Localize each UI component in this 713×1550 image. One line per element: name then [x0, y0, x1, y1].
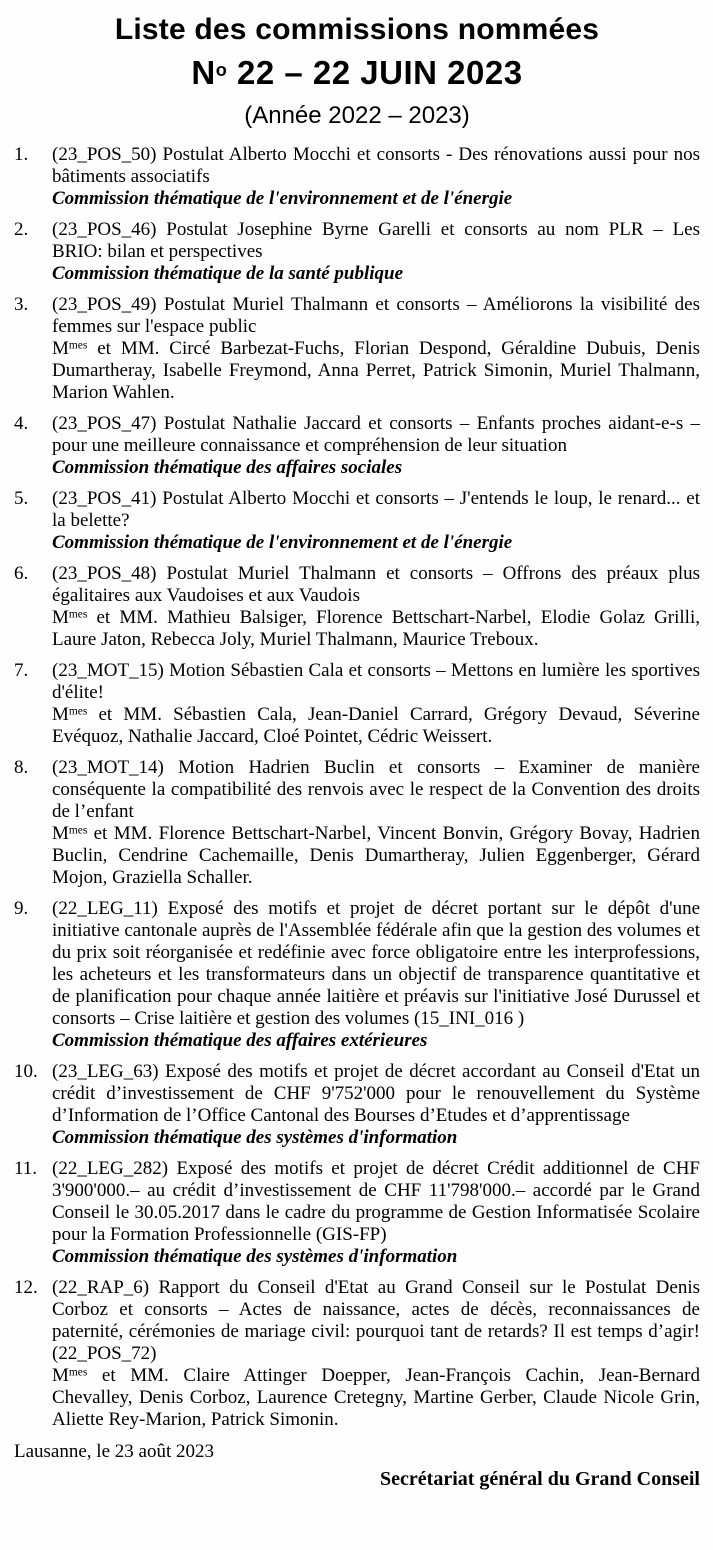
number-superscript: o — [215, 59, 228, 80]
members-prefix: M — [52, 1365, 69, 1386]
list-item — [14, 294, 700, 404]
members-prefix: M — [52, 338, 69, 359]
item-number: 8. — [14, 757, 29, 778]
item-number: 1. — [14, 144, 29, 165]
list-item — [14, 488, 700, 554]
item-number: 3. — [14, 294, 29, 315]
item-number: 5. — [14, 488, 29, 509]
number-prefix: N — [191, 54, 216, 91]
members-line — [52, 1365, 700, 1431]
members-line — [52, 704, 700, 748]
members-text: et MM. Mathieu Balsiger, Florence Bettschart-Narbel, Elodie Golaz Grilli, Laure Jaton, Rebecca Joly, Muriel Thalmann, Maurice Treboux. — [52, 607, 700, 650]
members-prefix: M — [52, 704, 69, 725]
list-item — [14, 757, 700, 889]
document-year-range: (Année 2022 – 2023) — [244, 102, 470, 129]
item-title: (23_POS_47) Postulat Nathalie Jaccard et consorts – Enfants proches aidant-e-s – pour une meilleure connaissance et compréhension de leur situation — [52, 413, 700, 456]
list-item — [14, 1277, 700, 1431]
number-text: 22 – 22 JUIN 2023 — [227, 54, 523, 91]
commission-name: Commission thématique de l'environnement et de l'énergie — [52, 188, 513, 209]
item-title: (23_LEG_63) Exposé des motifs et projet de décret accordant au Conseil d'Etat un crédit d’investissement de CHF 9'752'000 pour le renouvellement du Système d’Information de l’Office Cantonal des Bourses d’Etudes et d’apprentissage — [52, 1061, 700, 1126]
members-superscript: mes — [68, 824, 88, 837]
commission-name: Commission thématique de l'environnement et de l'énergie — [52, 532, 513, 553]
members-line — [52, 607, 700, 651]
item-number: 10. — [14, 1061, 38, 1082]
item-number: 11. — [14, 1158, 38, 1179]
item-title: (22_LEG_282) Exposé des motifs et projet de décret Crédit additionnel de CHF 3'900'000.– au crédit d’investissement de CHF 11'798'000.– accordé par le Grand Conseil le 30.05.2017 dans le cadre du programme de Gestion Informatisée Scolaire pour la Formation Professionnelle (GIS-FP) — [52, 1158, 700, 1245]
members-superscript: mes — [68, 608, 88, 621]
list-item — [14, 1061, 700, 1149]
commission-name: Commission thématique des systèmes d'information — [52, 1127, 458, 1148]
item-title: (22_LEG_11) Exposé des motifs et projet de décret portant sur le dépôt d'une initiative cantonale auprès de l'Assemblée fédérale afin que la gestion des volumes et du prix soit réorganisée et redéfinie avec force obligatoire entre les interprofessions, les acheteurs et les transformateurs dans un objectif de transparence quantitative et de planification pour chaque année laitière et préavis sur l'initiative José Durussel et consorts – Crise laitière et gestion des volumes (15_INI_016 ) — [52, 898, 700, 1029]
item-number: 9. — [14, 898, 29, 919]
commission-name: Commission thématique des affaires extérieures — [52, 1030, 428, 1051]
list-item — [14, 898, 700, 1052]
list-item — [14, 144, 700, 210]
list-item — [14, 660, 700, 748]
members-text: et MM. Sébastien Cala, Jean-Daniel Carrard, Grégory Devaud, Séverine Evéquoz, Nathalie Jaccard, Cloé Pointet, Cédric Weissert. — [52, 704, 700, 747]
document-number — [14, 53, 700, 93]
footer-signature: Secrétariat général du Grand Conseil — [380, 1468, 700, 1490]
commission-name: Commission thématique des systèmes d'information — [52, 1246, 458, 1267]
members-text: et MM. Florence Bettschart-Narbel, Vincent Bonvin, Grégory Bovay, Hadrien Buclin, Cendrine Cachemaille, Denis Dumartheray, Julien Eggenberger, Gérard Mojon, Graziella Schaller. — [52, 823, 700, 888]
commission-name: Commission thématique des affaires sociales — [52, 457, 403, 478]
members-text: et MM. Claire Attinger Doepper, Jean-François Cachin, Jean-Bernard Chevalley, Denis Corboz, Laurence Cretegny, Martine Gerber, Claude Nicole Grin, Aliette Rey-Marion, Patrick Simonin. — [52, 1365, 700, 1430]
document-header — [14, 12, 700, 130]
item-number: 2. — [14, 219, 29, 240]
document-title: Liste des commissions nommées — [114, 13, 600, 46]
item-title: (23_MOT_15) Motion Sébastien Cala et consorts – Mettons en lumière les sportives d'élite! — [52, 660, 700, 703]
footer-place-date: Lausanne, le 23 août 2023 — [14, 1441, 214, 1462]
item-title: (23_POS_41) Postulat Alberto Mocchi et consorts – J'entends le loup, le renard... et la belette? — [52, 488, 700, 531]
list-item — [14, 1158, 700, 1268]
item-title: (23_POS_50) Postulat Alberto Mocchi et consorts - Des rénovations aussi pour nos bâtiments associatifs — [52, 144, 700, 187]
members-prefix: M — [52, 823, 69, 844]
members-superscript: mes — [68, 339, 88, 352]
members-line — [52, 823, 700, 889]
commission-list — [14, 144, 700, 1431]
item-title: (22_RAP_6) Rapport du Conseil d'Etat au Grand Conseil sur le Postulat Denis Corboz et consorts – Actes de naissance, actes de décès, reconnaissances de paternité, cérémonies de mariage civil: pourquoi tant de retards? Il est temps d’agir! (22_POS_72) — [52, 1277, 700, 1364]
item-title: (23_MOT_14) Motion Hadrien Buclin et consorts – Examiner de manière conséquente la compatibilité des renvois avec le respect de la Convention des droits de l’enfant — [52, 757, 700, 822]
members-superscript: mes — [68, 1366, 88, 1379]
item-number: 7. — [14, 660, 29, 681]
document-footer — [14, 1440, 700, 1492]
list-item — [14, 413, 700, 479]
item-title: (23_POS_49) Postulat Muriel Thalmann et consorts – Améliorons la visibilité des femmes sur l'espace public — [52, 294, 700, 337]
item-number: 12. — [14, 1277, 38, 1298]
item-number: 4. — [14, 413, 29, 434]
item-title: (23_POS_48) Postulat Muriel Thalmann et consorts – Offrons des préaux plus égalitaires aux Vaudoises et aux Vaudois — [52, 563, 700, 606]
commission-name: Commission thématique de la santé publique — [52, 263, 404, 284]
list-item — [14, 563, 700, 651]
members-line — [52, 338, 700, 404]
members-text: et MM. Circé Barbezat-Fuchs, Florian Despond, Géraldine Dubuis, Denis Dumartheray, Isabelle Freymond, Anna Perret, Patrick Simonin, Muriel Thalmann, Marion Wahlen. — [52, 338, 700, 403]
item-number: 6. — [14, 563, 29, 584]
list-item — [14, 219, 700, 285]
members-superscript: mes — [68, 705, 88, 718]
members-prefix: M — [52, 607, 69, 628]
item-title: (23_POS_46) Postulat Josephine Byrne Garelli et consorts au nom PLR – Les BRIO: bilan et perspectives — [52, 219, 700, 262]
